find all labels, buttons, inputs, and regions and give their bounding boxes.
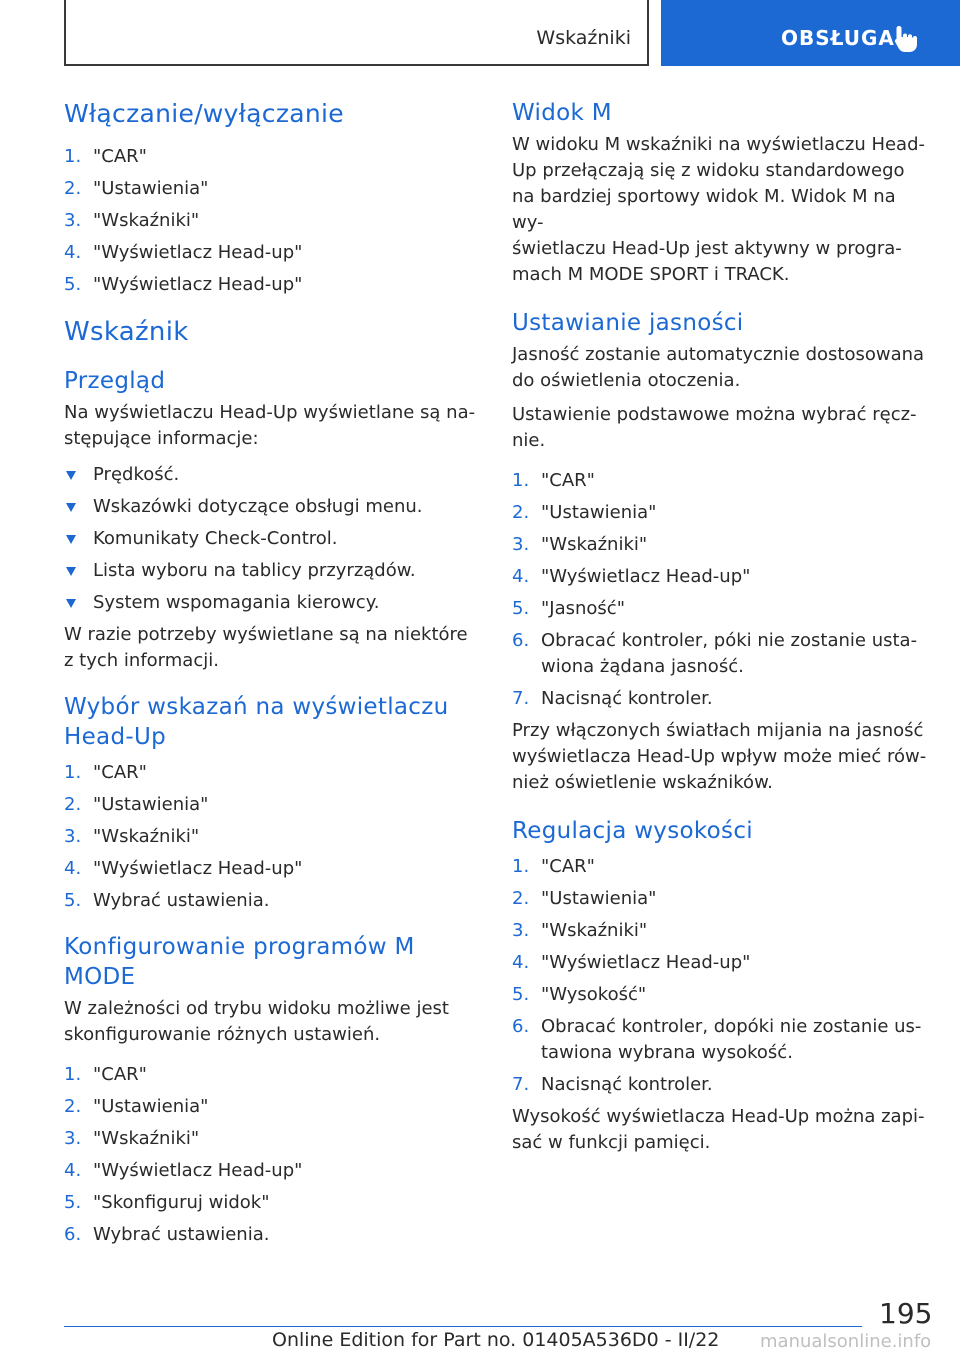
header-chapter-box: [64, 0, 649, 66]
list-item: 6. Obracać kontroler, dopóki nie zostanie us- tawiona wybrana wysokość.: [512, 1016, 922, 1063]
heading-indicator: Wskaźnik: [64, 317, 189, 347]
list-item: 4. "Wyświetlacz Head-up": [512, 566, 751, 587]
list-item: 3. "Wskaźniki": [64, 1128, 200, 1149]
list-item: 2. "Ustawienia": [64, 178, 209, 199]
list-item: 2. "Ustawienia": [512, 502, 657, 523]
steps-select-indications: [64, 760, 476, 914]
list-item: Lista wyboru na tablicy przyrządów.: [64, 558, 476, 584]
edition-text: Online Edition for Part no. 01405A536D0 - II/22: [272, 1329, 720, 1351]
page-number: 195: [879, 1297, 933, 1330]
steps-height: [512, 854, 928, 1098]
list-item: 1. "CAR": [64, 762, 147, 783]
list-item: Komunikaty Check-Control.: [64, 526, 476, 552]
overview-note: W razie potrzeby wyświetlane są na niektóre z tych informacji.: [64, 624, 468, 671]
heading-select-indications: Wybór wskazań na wyświetlaczu Head-Up: [64, 694, 449, 750]
m-mode-intro: W zależności od trybu widoku możliwe jest skonfigurowanie różnych ustawień.: [64, 998, 449, 1045]
m-view-text: W widoku M wskaźniki na wyświetlaczu Head- Up przełączają się z widoku standardowego na bardziej sportowy widok M. Widok M na wy- świetlaczu Head-Up jest aktywny w progra- mach M MODE SPORT i TRACK.: [512, 134, 926, 285]
right-column: [512, 98, 928, 1156]
list-item: 4. "Wyświetlacz Head-up": [64, 858, 303, 879]
brightness-note: Przy włączonych światłach mijania na jasność wyświetlacza Head-Up wpływ może mieć rów- nież oświetlenie wskaźników.: [512, 720, 927, 793]
overview-bullets: [64, 462, 476, 616]
list-item: 6. Obracać kontroler, póki nie zostanie usta- wiona żądana jasność.: [512, 630, 918, 677]
overview-intro: Na wyświetlaczu Head-Up wyświetlane są na- stępujące informacje:: [64, 402, 476, 449]
header-section-box: [661, 0, 960, 66]
list-item: 3. "Wskaźniki": [512, 920, 648, 941]
chapter-title: Wskaźniki: [536, 27, 631, 49]
steps-on-off: [64, 144, 476, 298]
list-item: 7. Nacisnąć kontroler.: [512, 688, 713, 709]
heading-overview: Przegląd: [64, 368, 166, 394]
list-item: Prędkość.: [64, 462, 476, 488]
heading-m-mode: Konfigurowanie programów M MODE: [64, 934, 415, 990]
heading-on-off: Włączanie/wyłączanie: [64, 99, 344, 128]
list-item: 6. Wybrać ustawienia.: [64, 1224, 270, 1245]
list-item: 4. "Wyświetlacz Head-up": [64, 242, 303, 263]
list-item: System wspomagania kierowcy.: [64, 590, 476, 616]
list-item: 5. "Wysokość": [512, 984, 647, 1005]
watermark-text: manualsonline.info: [760, 1331, 932, 1352]
heading-m-view: Widok M: [512, 100, 612, 126]
height-memory-note: Wysokość wyświetlacza Head-Up można zapi- sać w funkcji pamięci.: [512, 1106, 925, 1153]
list-item: 2. "Ustawienia": [64, 1096, 209, 1117]
list-item: 3. "Wskaźniki": [512, 534, 648, 555]
list-item: 1. "CAR": [64, 1064, 147, 1085]
list-item: 5. "Skonfiguruj widok": [64, 1192, 270, 1213]
pointing-hand-icon: [893, 24, 919, 54]
brightness-manual-text: Ustawienie podstawowe można wybrać ręcz- nie.: [512, 404, 917, 451]
steps-brightness: [512, 468, 928, 712]
list-item: 1. "CAR": [512, 470, 595, 491]
list-item: 3. "Wskaźniki": [64, 210, 200, 231]
list-item: 5. "Jasność": [512, 598, 625, 619]
list-item: 5. "Wyświetlacz Head-up": [64, 274, 303, 295]
section-title: OBSŁUGA: [781, 26, 895, 50]
heading-brightness: Ustawianie jasności: [512, 310, 744, 336]
brightness-auto-text: Jasność zostanie automatycznie dostosowana do oświetlenia otoczenia.: [512, 344, 925, 391]
list-item: 5. Wybrać ustawienia.: [64, 890, 270, 911]
list-item: 4. "Wyświetlacz Head-up": [64, 1160, 303, 1181]
list-item: 1. "CAR": [64, 146, 147, 167]
heading-height: Regulacja wysokości: [512, 818, 753, 844]
steps-m-mode: [64, 1062, 476, 1248]
list-item: 1. "CAR": [512, 856, 595, 877]
list-item: 2. "Ustawienia": [64, 794, 209, 815]
list-item: 4. "Wyświetlacz Head-up": [512, 952, 751, 973]
footer-divider: [64, 1326, 862, 1327]
left-column: [64, 98, 476, 1254]
list-item: 2. "Ustawienia": [512, 888, 657, 909]
list-item: Wskazówki dotyczące obsługi menu.: [64, 494, 476, 520]
list-item: 7. Nacisnąć kontroler.: [512, 1074, 713, 1095]
list-item: 3. "Wskaźniki": [64, 826, 200, 847]
